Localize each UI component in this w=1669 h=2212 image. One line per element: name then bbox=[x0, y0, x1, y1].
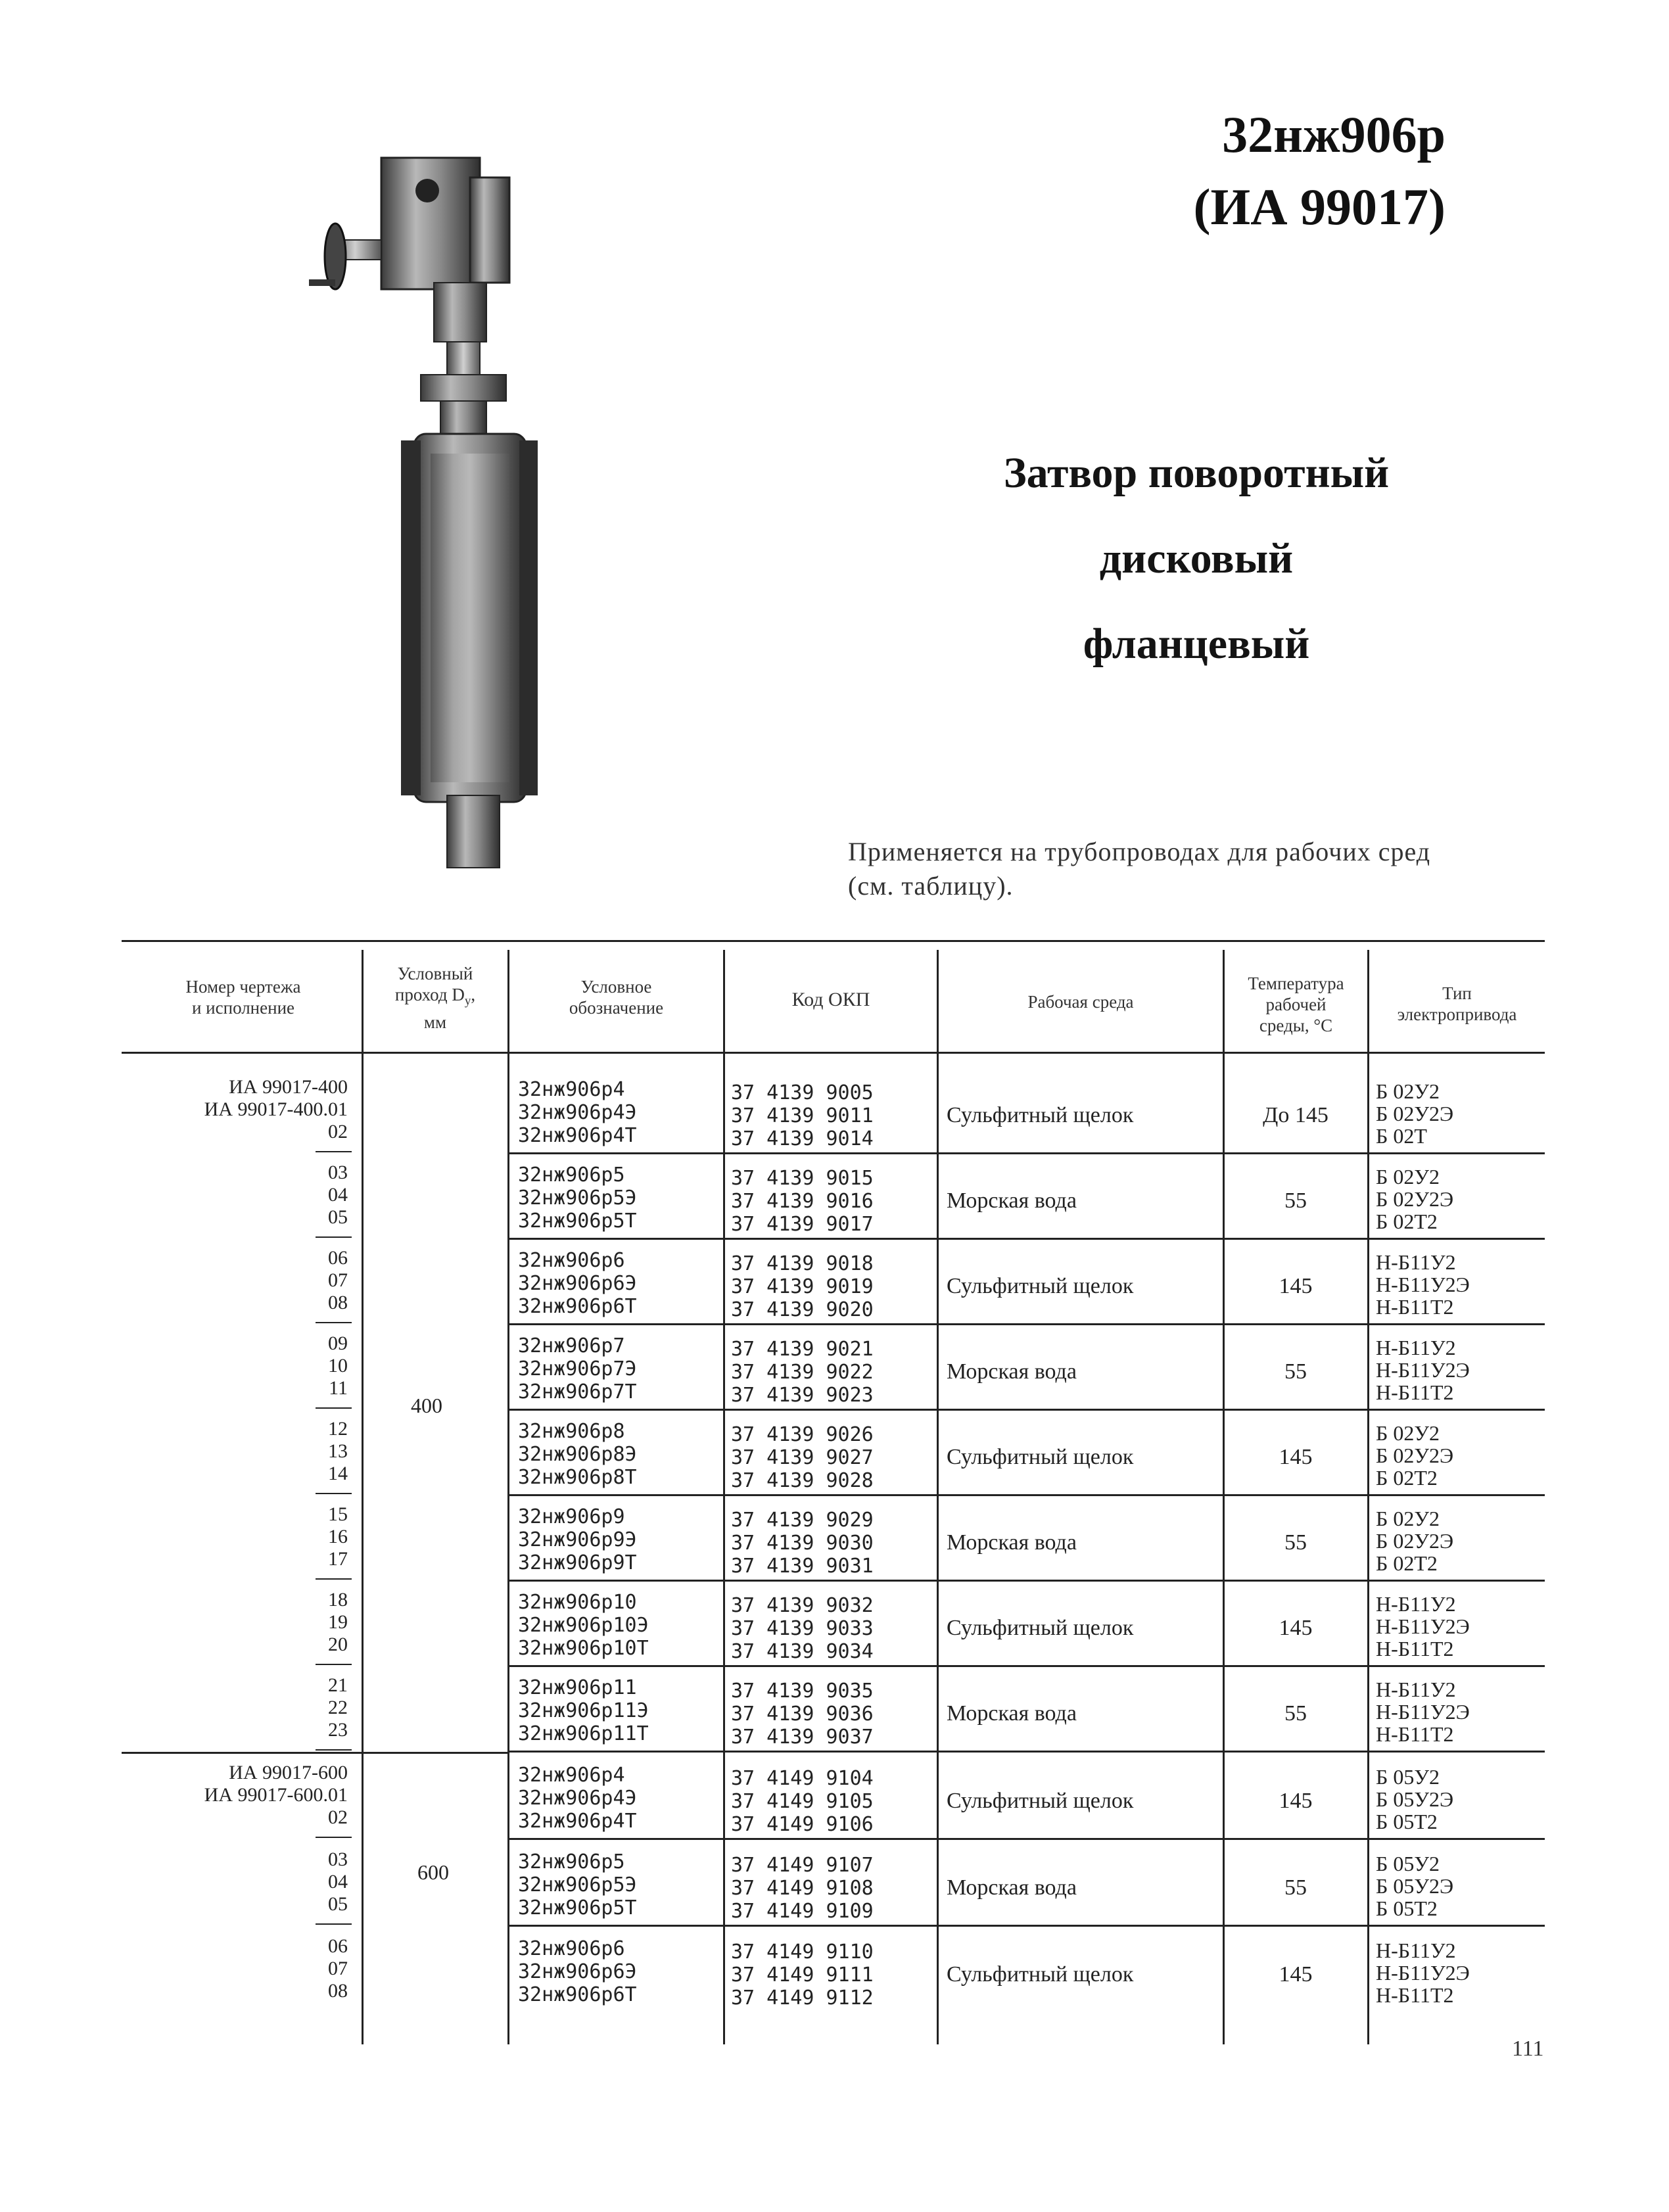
drive-type: Н-Б11У2 Н-Б11У2Э Н-Б11Т2 bbox=[1376, 1592, 1470, 1660]
working-medium: Морская вода bbox=[947, 1875, 1077, 1900]
drive-type: Б 02У2 Б 02У2Э Б 02Т bbox=[1376, 1079, 1454, 1148]
working-medium: Сульфитный щелок bbox=[947, 1445, 1134, 1469]
col-header-dy: Условный проход $D_y$, мм bbox=[394, 964, 476, 1033]
designation: 32нж906р8 32нж906р8Э 32нж906р8Т bbox=[518, 1420, 637, 1489]
drawing-number: 12 13 14 bbox=[328, 1418, 348, 1484]
product-code: 32нж906р bbox=[1222, 106, 1446, 163]
drawing-group-tick bbox=[316, 1837, 352, 1838]
drawing-number: 09 10 11 bbox=[328, 1332, 348, 1399]
drawing-number: 03 04 05 bbox=[328, 1848, 348, 1915]
designation: 32нж906р5 32нж906р5Э 32нж906р5Т bbox=[518, 1850, 637, 1919]
drive-type: Н-Б11У2 Н-Б11У2Э Н-Б11Т2 bbox=[1376, 1678, 1470, 1746]
designation: 32нж906р4 32нж906р4Э 32нж906р4Т bbox=[518, 1764, 637, 1833]
product-name-line-3: фланцевый bbox=[1083, 620, 1310, 668]
drawing-group-tick bbox=[316, 1578, 352, 1580]
drive-type: Н-Б11У2 Н-Б11У2Э Н-Б11Т2 bbox=[1376, 1336, 1470, 1404]
drawing-group-tick bbox=[316, 1236, 352, 1238]
drawing-number: 15 16 17 bbox=[328, 1503, 348, 1570]
dy-value-400: 400 bbox=[411, 1394, 442, 1417]
row-separator bbox=[509, 1494, 1545, 1496]
working-medium: Сульфитный щелок bbox=[947, 1789, 1134, 1813]
product-name-line-1: Затвор поворотный bbox=[1003, 449, 1390, 497]
okp-code: 37 4139 9026 37 4139 9027 37 4139 9028 bbox=[731, 1423, 874, 1492]
product-code-title bbox=[1194, 99, 1446, 243]
designation: 32нж906р6 32нж906р6Э 32нж906р6Т bbox=[518, 1937, 637, 2006]
okp-code: 37 4139 9035 37 4139 9036 37 4139 9037 bbox=[731, 1680, 874, 1749]
dy-group-rule bbox=[122, 1752, 509, 1754]
designation: 32нж906р6 32нж906р6Э 32нж906р6Т bbox=[518, 1249, 637, 1318]
okp-code: 37 4149 9107 37 4149 9108 37 4149 9109 bbox=[731, 1854, 874, 1923]
row-separator bbox=[509, 1838, 1545, 1840]
drive-type: Б 05У2 Б 05У2Э Б 05Т2 bbox=[1376, 1765, 1454, 1833]
row-separator bbox=[509, 1751, 1545, 1753]
drive-type: Б 02У2 Б 02У2Э Б 02Т2 bbox=[1376, 1507, 1454, 1575]
designation: 32нж906р11 32нж906р11Э 32нж906р11Т bbox=[518, 1676, 649, 1745]
row-separator bbox=[509, 1323, 1545, 1325]
row-separator bbox=[509, 1925, 1545, 1927]
row-separator bbox=[509, 1152, 1545, 1154]
okp-code: 37 4139 9032 37 4139 9033 37 4139 9034 bbox=[731, 1594, 874, 1663]
col-header-designation: Условное обозначение bbox=[569, 977, 664, 1018]
drawing-group-tick bbox=[316, 1322, 352, 1323]
drawing-group-tick bbox=[316, 1923, 352, 1925]
working-temperature: 55 bbox=[1284, 1875, 1307, 1900]
working-temperature: 145 bbox=[1279, 1274, 1313, 1298]
col-header-medium: Рабочая среда bbox=[1027, 992, 1134, 1012]
row-separator bbox=[509, 1580, 1545, 1582]
working-temperature: До 145 bbox=[1263, 1103, 1328, 1127]
okp-code: 37 4139 9005 37 4139 9011 37 4139 9014 bbox=[731, 1081, 874, 1150]
drawing-group-tick bbox=[316, 1664, 352, 1665]
working-temperature: 55 bbox=[1284, 1530, 1307, 1555]
col-rule-2 bbox=[507, 950, 509, 2044]
drawing-number: 06 07 08 bbox=[328, 1935, 348, 2002]
drawing-group-tick bbox=[316, 1151, 352, 1152]
table-top-rule bbox=[122, 940, 1545, 942]
designation: 32нж906р10 32нж906р10Э 32нж906р10Т bbox=[518, 1591, 649, 1660]
working-medium: Сульфитный щелок bbox=[947, 1616, 1134, 1640]
working-medium: Морская вода bbox=[947, 1359, 1077, 1384]
drawing-group-tick bbox=[316, 1493, 352, 1494]
product-code-alt: (ИА 99017) bbox=[1193, 178, 1446, 235]
okp-code: 37 4139 9021 37 4139 9022 37 4139 9023 bbox=[731, 1338, 874, 1407]
drive-type: Н-Б11У2 Н-Б11У2Э Н-Б11Т2 bbox=[1376, 1250, 1470, 1319]
okp-code: 37 4139 9018 37 4139 9019 37 4139 9020 bbox=[731, 1252, 874, 1321]
drive-type: Н-Б11У2 Н-Б11У2Э Н-Б11Т2 bbox=[1376, 1939, 1470, 2007]
col-rule-3 bbox=[723, 950, 725, 2044]
working-medium: Сульфитный щелок bbox=[947, 1103, 1134, 1127]
okp-code: 37 4149 9110 37 4149 9111 37 4149 9112 bbox=[731, 1941, 874, 2010]
row-separator bbox=[509, 1238, 1545, 1240]
table-header-rule bbox=[122, 1052, 1545, 1054]
page-number: 111 bbox=[1512, 2036, 1544, 2061]
drawing-number: ИА 99017-600 ИА 99017-600.01 02 bbox=[204, 1762, 348, 1828]
okp-code: 37 4139 9029 37 4139 9030 37 4139 9031 bbox=[731, 1509, 874, 1578]
working-medium: Сульфитный щелок bbox=[947, 1962, 1134, 1987]
designation: 32нж906р7 32нж906р7Э 32нж906р7Т bbox=[518, 1334, 637, 1403]
working-temperature: 55 bbox=[1284, 1188, 1307, 1213]
usage-description-line-2: (см. таблицу). bbox=[848, 871, 1014, 901]
drawing-number: 06 07 08 bbox=[328, 1247, 348, 1313]
drive-type: Б 05У2 Б 05У2Э Б 05Т2 bbox=[1376, 1852, 1454, 1920]
usage-description-line-1: Применяется на трубопроводах для рабочих сред bbox=[848, 837, 1431, 866]
col-rule-1 bbox=[362, 950, 364, 2044]
working-medium: Морская вода bbox=[947, 1530, 1077, 1555]
working-temperature: 145 bbox=[1279, 1789, 1313, 1813]
col-rule-4 bbox=[937, 950, 939, 2044]
drawing-group-tick bbox=[316, 1407, 352, 1409]
working-temperature: 145 bbox=[1279, 1962, 1313, 1987]
designation: 32нж906р9 32нж906р9Э 32нж906р9Т bbox=[518, 1505, 637, 1574]
drive-type: Б 02У2 Б 02У2Э Б 02Т2 bbox=[1376, 1421, 1454, 1490]
col-header-temperature: Температура рабочей среды, °С bbox=[1248, 974, 1344, 1035]
drawing-number: 18 19 20 bbox=[328, 1589, 348, 1655]
col-header-okp: Код ОКП bbox=[791, 989, 870, 1010]
drawing-number: ИА 99017-400 ИА 99017-400.01 02 bbox=[204, 1076, 348, 1142]
okp-code: 37 4139 9015 37 4139 9016 37 4139 9017 bbox=[731, 1167, 874, 1236]
product-name bbox=[966, 431, 1426, 687]
working-temperature: 55 bbox=[1284, 1359, 1307, 1384]
working-medium: Морская вода bbox=[947, 1188, 1077, 1213]
drawing-group-tick bbox=[316, 1749, 352, 1751]
valve-photo bbox=[289, 131, 631, 874]
working-medium: Морская вода bbox=[947, 1701, 1077, 1726]
okp-code: 37 4149 9104 37 4149 9105 37 4149 9106 bbox=[731, 1767, 874, 1836]
col-rule-5 bbox=[1223, 950, 1225, 2044]
working-temperature: 145 bbox=[1279, 1616, 1313, 1640]
designation: 32нж906р5 32нж906р5Э 32нж906р5Т bbox=[518, 1164, 637, 1233]
dy-value-600: 600 bbox=[417, 1860, 449, 1884]
drawing-number: 03 04 05 bbox=[328, 1162, 348, 1228]
working-medium: Сульфитный щелок bbox=[947, 1274, 1134, 1298]
drawing-number: 21 22 23 bbox=[328, 1674, 348, 1741]
col-header-drawing: Номер чертежа и исполнение bbox=[185, 977, 301, 1018]
product-name-line-2: дисковый bbox=[1099, 534, 1294, 582]
working-temperature: 145 bbox=[1279, 1445, 1313, 1469]
row-separator bbox=[509, 1409, 1545, 1411]
drive-type: Б 02У2 Б 02У2Э Б 02Т2 bbox=[1376, 1165, 1454, 1233]
working-temperature: 55 bbox=[1284, 1701, 1307, 1726]
row-separator bbox=[509, 1665, 1545, 1667]
col-header-drive: Тип электропривода bbox=[1397, 983, 1517, 1024]
designation: 32нж906р4 32нж906р4Э 32нж906р4Т bbox=[518, 1078, 637, 1147]
col-rule-6 bbox=[1367, 950, 1369, 2044]
usage-description bbox=[848, 835, 1545, 903]
